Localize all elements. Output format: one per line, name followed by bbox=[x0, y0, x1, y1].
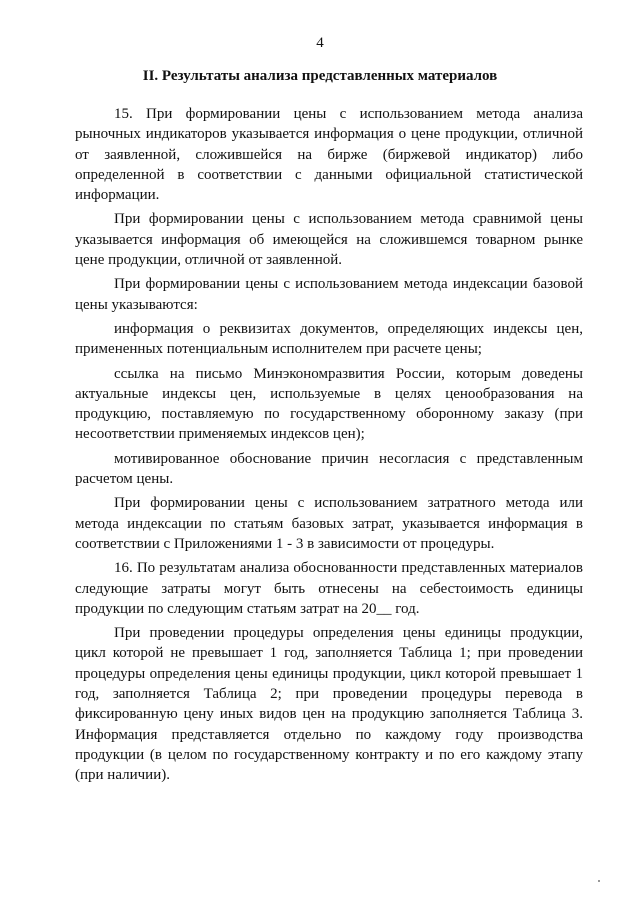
paragraph-16-analysis-results: 16. По результатам анализа обоснованности представленных материалов следующие затраты могут быть отнесены на себестоимость единицы продукции по следующим статьям затрат на 20__ год. bbox=[75, 560, 583, 617]
document-body bbox=[75, 104, 583, 786]
paragraph-cost-method: При формировании цены с использованием затратного метода или метода индексации по статьям базовых затрат, указывается информация в соответствии с Приложениями 1 - 3 в зависимости от процедуры. bbox=[75, 495, 583, 552]
paragraph-document-requisites: информация о реквизитах документов, определяющих индексы цен, примененных потенциальным исполнителем при расчете цены; bbox=[75, 320, 583, 358]
paragraph-base-price-indexation: При формировании цены с использованием метода индексации базовой цены указываются: bbox=[75, 276, 583, 313]
paragraph-15-market-indicators: 15. При формировании цены с использованием метода анализа рыночных индикаторов указывается информация о цене продукции, отличной от заявленной, сложившейся на бирже (биржевой индикатор) либо определенной в соответствии с данными официальной статистической информации. bbox=[75, 106, 583, 204]
paragraph-ministry-letter: ссылка на письмо Минэкономразвития России, которым доведены актуальные индексы цен, используемые в целях ценообразования на продукцию, поставляемую по государственному оборонному заказу (при несоответствии применяемых индексов цен); bbox=[75, 365, 583, 443]
page-number: 4 bbox=[316, 35, 324, 51]
paragraph-disagreement-justification: мотивированное обоснование причин несогласия с представленным расчетом цены. bbox=[75, 450, 583, 488]
scan-mark bbox=[598, 880, 600, 882]
section-heading: II. Результаты анализа представленных материалов bbox=[142, 68, 498, 84]
paragraph-tables-procedure: При проведении процедуры определения цены единицы продукции, цикл которой не превышает 1 год, заполняется Таблица 1; при проведении процедуры определения цены единицы продукции, цикл которой превышает 1 год, заполняется Таблица 2; при проведении процедуры перевода в фиксированную цену иных видов цен на продукцию заполняется Таблица 3. Информация представляется отдельно по каждому году производства продукции (в целом по государственному контракту и по его каждому этапу (при наличии). bbox=[75, 625, 583, 784]
paragraph-comparable-price: При формировании цены с использованием метода сравнимой цены указывается информация об имеющейся на сложившемся товарном рынке цене продукции, отличной от заявленной. bbox=[75, 211, 583, 269]
